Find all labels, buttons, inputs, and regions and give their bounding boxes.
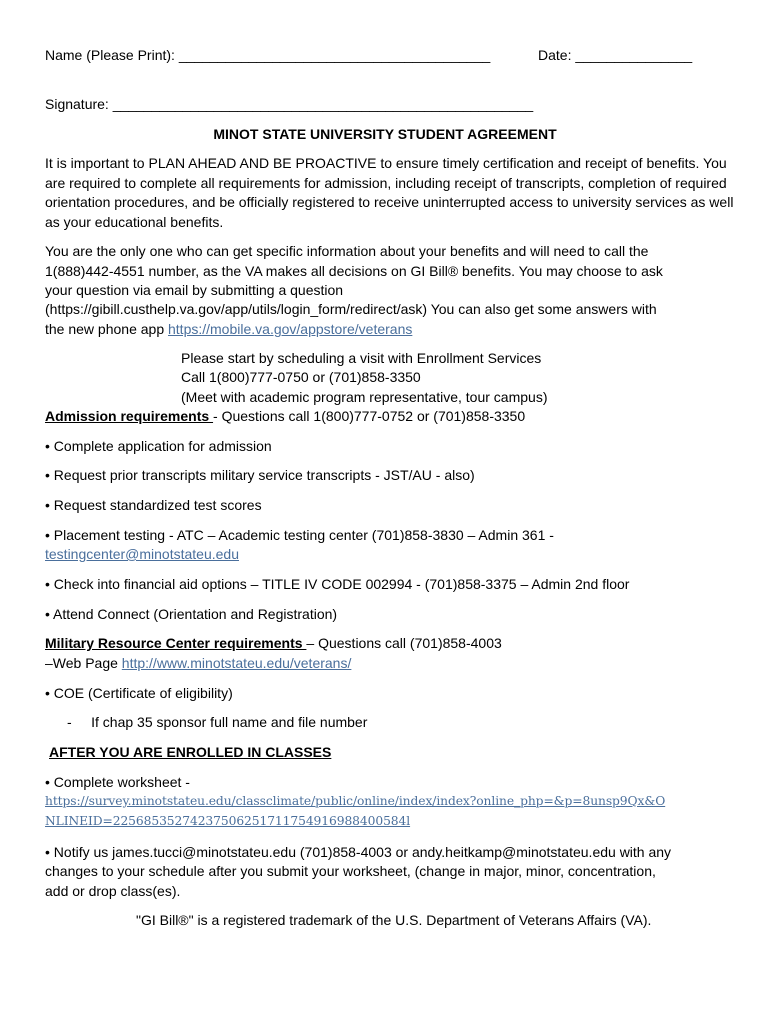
enrollment-line-3: (Meet with academic program representative, tour campus): [181, 389, 548, 405]
worksheet-link-line-1: [45, 792, 665, 812]
document-title: MINOT STATE UNIVERSITY STUDENT AGREEMENT: [213, 126, 557, 142]
veterans-web-link[interactable]: http://www.minotstateu.edu/veterans/: [121, 655, 352, 671]
admission-heading-line: [45, 407, 525, 427]
admission-item-transcripts: • Request prior transcripts military service transcripts - JST/AU - also): [45, 467, 475, 483]
admission-item-test-scores: • Request standardized test scores: [45, 497, 262, 513]
notify-line-2: changes to your schedule after you submit your worksheet, (change in major, minor, concentration,: [45, 863, 656, 879]
worksheet-label: • Complete worksheet -: [45, 774, 190, 790]
enrollment-line-1: Please start by scheduling a visit with Enrollment Services: [181, 350, 542, 366]
web-page-label: –Web Page: [45, 655, 122, 671]
benefits-line-1: You are the only one who can get specific information about your benefits and will need to call the: [45, 243, 649, 259]
intro-paragraph: It is important to PLAN AHEAD AND BE PROACTIVE to ensure timely certification and receipt of benefits. You are required to complete all requirements for admission, including receipt of transcripts, completion of required orientation procedures, and be officially registered to receive uninterrupted access to university services as well as your educational benefits.: [45, 155, 734, 230]
benefits-line-4: (https://gibill.custhelp.va.gov/app/utils/login_form/redirect/ask) You can also get some answers with: [45, 301, 657, 317]
date-field-label: Date: _______________: [538, 47, 693, 63]
worksheet-link-continued[interactable]: NLINEID=22568535274237506251711754916988400584l: [45, 814, 411, 828]
military-item-coe: • COE (Certificate of eligibility): [45, 685, 233, 701]
admission-item-financial-aid: • Check into financial aid options – TITLE IV CODE 002994 - (701)858-3375 – Admin 2nd floor: [45, 576, 630, 592]
app-link-prefix: the new phone app: [45, 321, 168, 337]
benefits-line-2: 1(888)442-4551 number, as the VA makes all decisions on GI Bill® benefits. You may choose to ask: [45, 263, 663, 279]
benefits-line-3: your question via email by submitting a question: [45, 282, 344, 298]
military-heading: Military Resource Center requirements: [45, 635, 307, 651]
military-heading-line: [45, 634, 502, 654]
admission-heading: Admission requirements: [45, 408, 214, 424]
admission-item-application: • Complete application for admission: [45, 438, 272, 454]
enrollment-line-2: Call 1(800)777-0750 or (701)858-3350: [181, 369, 421, 385]
admission-phone: - Questions call 1(800)777-0752 or (701)858-3350: [213, 408, 526, 424]
va-app-link[interactable]: https://mobile.va.gov/appstore/veterans: [168, 321, 413, 337]
trademark-notice: "GI Bill®" is a registered trademark of the U.S. Department of Veterans Affairs (VA).: [136, 912, 652, 928]
testing-center-email-line: [45, 545, 239, 565]
worksheet-link-line-2: [45, 812, 410, 832]
testing-center-email-link[interactable]: testingcenter@minotstateu.edu: [45, 546, 239, 562]
military-item-chap35: - If chap 35 sponsor full name and file number: [67, 714, 368, 730]
admission-item-connect: • Attend Connect (Orientation and Registration): [45, 606, 338, 622]
benefits-line-5: [45, 320, 412, 340]
military-phone: – Questions call (701)858-4003: [306, 635, 502, 651]
notify-line-1: • Notify us james.tucci@minotstateu.edu (701)858-4003 or andy.heitkamp@minotstateu.edu with any: [45, 844, 672, 860]
after-enrolled-heading: AFTER YOU ARE ENROLLED IN CLASSES: [49, 744, 332, 760]
admission-item-placement: • Placement testing - ATC – Academic testing center (701)858-3830 – Admin 361 -: [45, 527, 554, 543]
notify-line-3: add or drop class(es).: [45, 883, 181, 899]
worksheet-link[interactable]: https://survey.minotstateu.edu/classclimate/public/online/index/index?online_php=&p=8unsp9Qx&O: [45, 794, 666, 808]
signature-field-label: Signature: ______________________________________________________: [45, 96, 534, 112]
military-web-line: [45, 654, 351, 674]
name-field-label: Name (Please Print): ________________________________________: [45, 47, 491, 63]
